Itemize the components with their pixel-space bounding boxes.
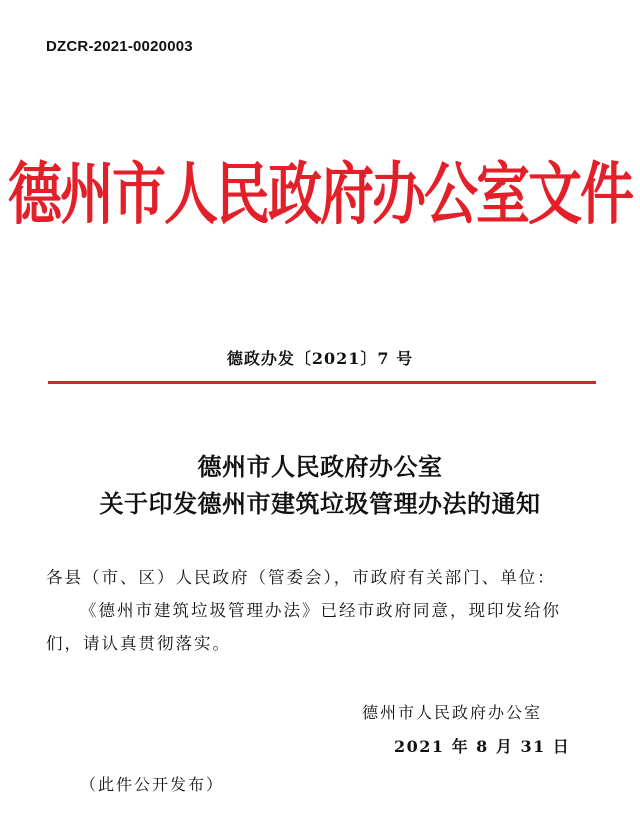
notice-title-line-2: 关于印发德州市建筑垃圾管理办法的通知 <box>99 489 541 518</box>
signature-date: 2021 年 8 月 31 日 <box>394 737 571 756</box>
notice-title-line-1: 德州市人民政府办公室 <box>197 452 443 481</box>
publication-note: （此件公开发布） <box>80 775 225 794</box>
body-paragraph-line-2: 们，请认真贯彻落实。 <box>46 634 231 653</box>
file-number: 德政办发〔2021〕7 号 <box>226 349 414 368</box>
signature-organization: 德州市人民政府办公室 <box>362 703 543 722</box>
recipients-line: 各县（市、区）人民政府（管委会），市政府有关部门、单位： <box>46 568 556 587</box>
body-paragraph-line-1: 《德州市建筑垃圾管理办法》已经市政府同意，现印发给你 <box>80 601 561 620</box>
document-code: DZCR-2021-0020003 <box>46 38 193 55</box>
masthead-title: 德州市人民政府办公室文件 <box>8 153 632 234</box>
red-divider-line <box>48 381 596 384</box>
